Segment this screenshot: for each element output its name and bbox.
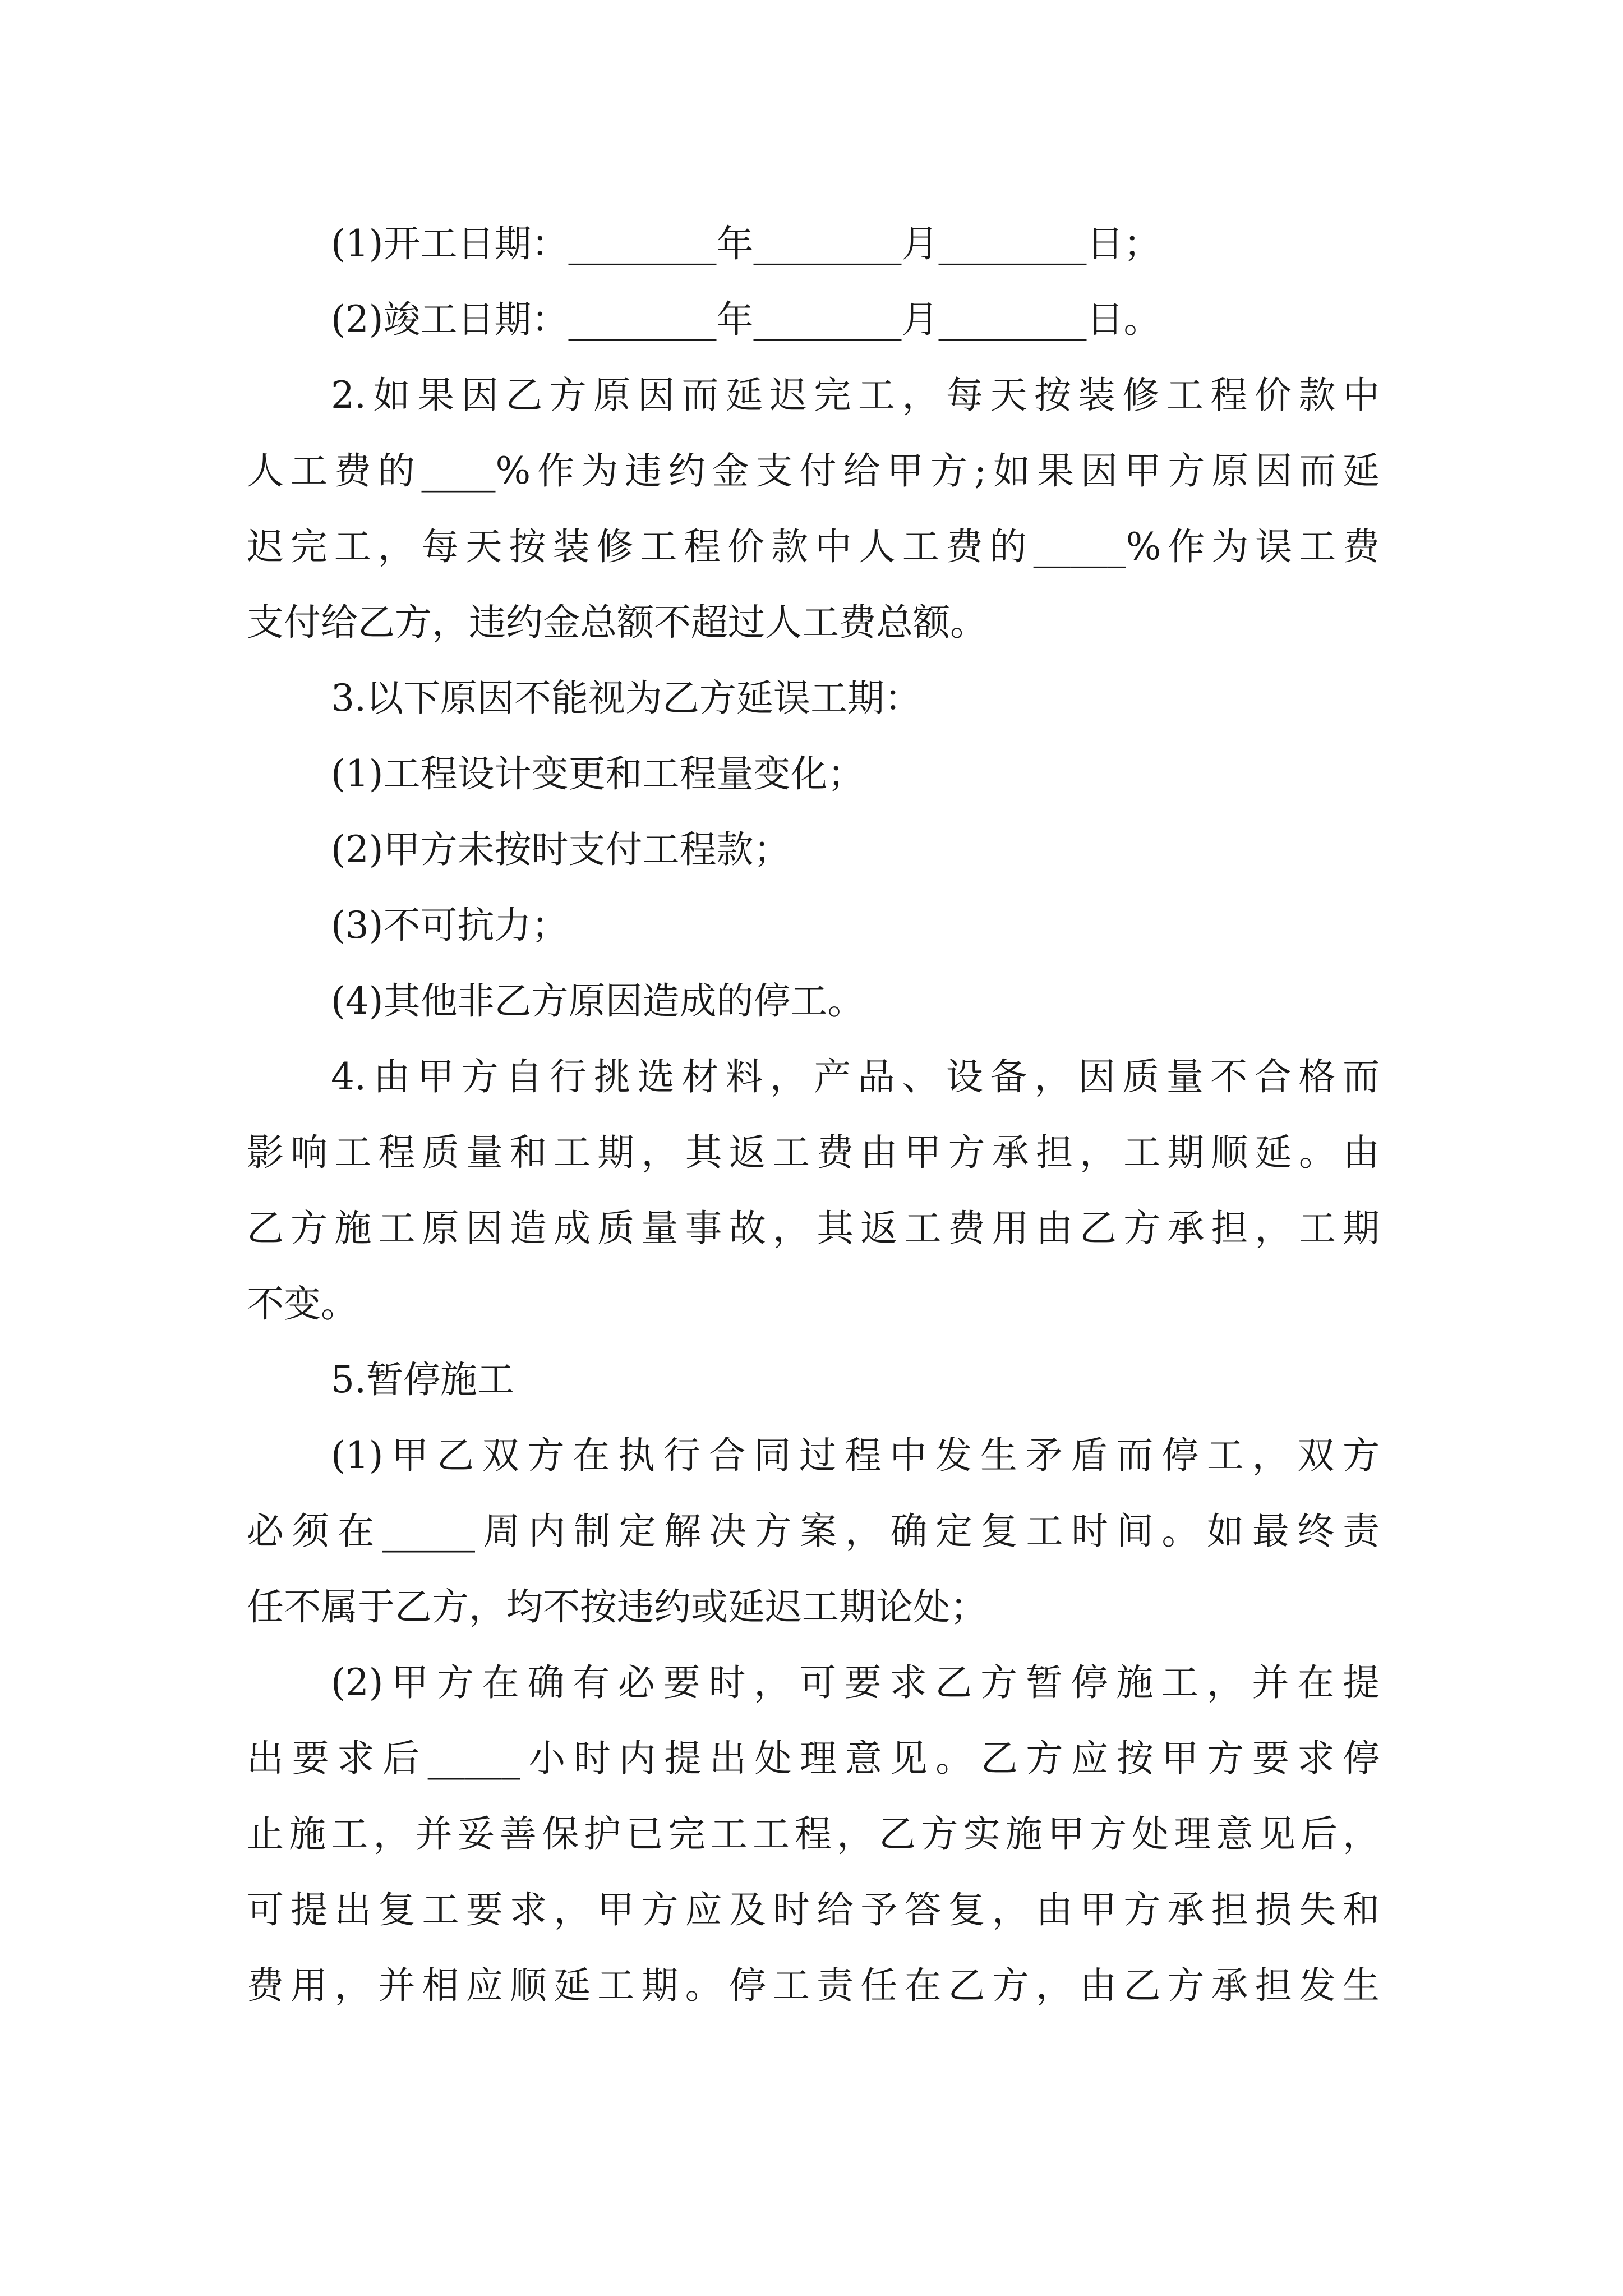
text-line: 4.由甲方自行挑选材料，产品、设备，因质量不合格而	[331, 1055, 1380, 1098]
text-line: 不变。	[247, 1282, 358, 1326]
text-line: (2)竣工日期：________年________月________日。	[331, 298, 1161, 341]
text-line: (2)甲方未按时支付工程款；	[331, 828, 791, 871]
text-line: 迟完工，每天按装修工程价款中人工费的_____%作为误工费	[247, 525, 1380, 568]
text-line: 人工费的____%作为违约金支付给甲方;如果因甲方原因而延	[247, 449, 1380, 493]
text-line: 出要求后_____小时内提出处理意见。乙方应按甲方要求停	[247, 1737, 1380, 1780]
text-line: 费用，并相应顺延工期。停工责任在乙方，由乙方承担发生	[247, 1964, 1380, 2007]
text-line: 任不属于乙方，均不按违约或延迟工期论处；	[247, 1585, 987, 1628]
text-line: 必须在_____周内制定解决方案，确定复工时间。如最终责	[247, 1510, 1380, 1553]
text-line: (3)不可抗力；	[331, 904, 569, 947]
text-line: 3.以下原因不能视为乙方延误工期：	[331, 677, 921, 720]
text-line: 止施工，并妥善保护已完工工程，乙方实施甲方处理意见后，	[247, 1812, 1380, 1856]
text-line: 可提出复工要求，甲方应及时给予答复，由甲方承担损失和	[247, 1888, 1380, 1931]
text-line: (1)甲乙双方在执行合同过程中发生矛盾而停工，双方	[331, 1434, 1380, 1477]
text-line: (1)工程设计变更和工程量变化；	[331, 752, 865, 795]
text-line: 支付给乙方，违约金总额不超过人工费总额。	[247, 601, 987, 644]
text-line: (2)甲方在确有必要时，可要求乙方暂停施工，并在提	[331, 1661, 1380, 1704]
text-line: 影响工程质量和工期，其返工费由甲方承担，工期顺延。由	[247, 1131, 1380, 1174]
text-line: 5.暂停施工	[331, 1358, 514, 1401]
text-line: 乙方施工原因造成质量事故，其返工费用由乙方承担，工期	[247, 1207, 1380, 1250]
text-line: (1)开工日期：________年________月________日；	[331, 222, 1161, 265]
text-line: (4)其他非乙方原因造成的停工。	[331, 979, 865, 1023]
text-line: 2.如果因乙方原因而延迟完工，每天按装修工程价款中	[331, 374, 1380, 417]
